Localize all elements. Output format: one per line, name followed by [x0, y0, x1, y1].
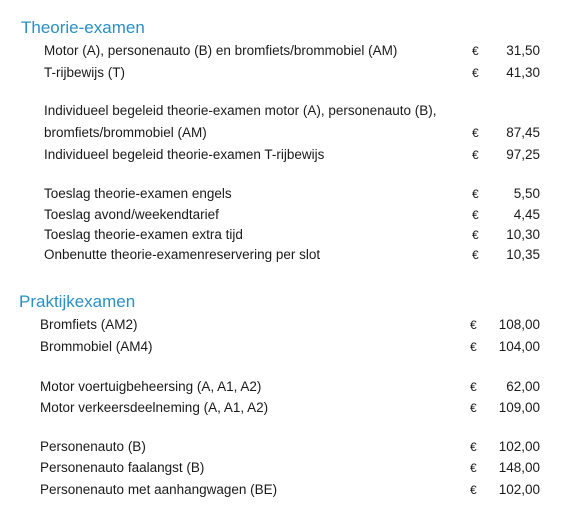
price-row [0, 101, 569, 121]
price-row [0, 123, 569, 143]
price-row [0, 41, 569, 61]
currency-symbol: € [470, 440, 477, 454]
price-label: Motor (A), personenauto (B) en bromfiets/brommobiel (AM) [44, 43, 398, 58]
price-row [0, 205, 569, 225]
price-amount: 4,45 [513, 207, 540, 222]
currency-symbol: € [472, 208, 479, 222]
currency-symbol: € [472, 187, 479, 201]
price-label: Individueel begeleid theorie-examen T-rijbewijs [44, 147, 325, 162]
currency-symbol: € [470, 461, 477, 475]
price-label: Onbenutte theorie-examenreservering per slot [44, 247, 321, 262]
price-row [0, 184, 569, 204]
price-amount: 97,25 [506, 147, 540, 162]
price-row [0, 480, 569, 500]
price-row [0, 225, 569, 245]
price-amount: 41,30 [506, 65, 540, 80]
price-label: Motor verkeersdeelneming (A, A1, A2) [40, 400, 269, 415]
price-row [0, 458, 569, 478]
price-amount: 102,00 [498, 439, 540, 454]
price-label: Toeslag theorie-examen extra tijd [44, 227, 243, 242]
price-amount: 108,00 [498, 317, 540, 332]
currency-symbol: € [470, 340, 477, 354]
price-amount: 104,00 [498, 339, 540, 354]
currency-symbol: € [472, 66, 479, 80]
price-label: Toeslag theorie-examen engels [44, 186, 232, 201]
price-label: Personenauto faalangst (B) [40, 460, 205, 475]
currency-symbol: € [470, 401, 477, 415]
price-amount: 109,00 [498, 400, 540, 415]
price-row [0, 337, 569, 357]
price-amount: 10,30 [506, 227, 540, 242]
price-label: Motor voertuigbeheersing (A, A1, A2) [40, 379, 262, 394]
currency-symbol: € [472, 248, 479, 262]
price-label: T-rijbewijs (T) [44, 65, 125, 80]
currency-symbol: € [472, 126, 479, 140]
price-label: Individueel begeleid theorie-examen motor (A), personenauto (B), [44, 103, 437, 118]
price-amount: 102,00 [498, 482, 540, 497]
price-label: Toeslag avond/weekendtarief [44, 207, 219, 222]
price-amount: 148,00 [498, 460, 540, 475]
price-amount: 10,35 [506, 247, 540, 262]
price-row [0, 437, 569, 457]
price-amount: 31,50 [506, 43, 540, 58]
price-row [0, 398, 569, 418]
currency-symbol: € [470, 483, 477, 497]
price-amount: 87,45 [506, 125, 540, 140]
price-label: Personenauto (B) [40, 439, 146, 454]
price-amount: 5,50 [513, 186, 540, 201]
price-label: Bromfiets (AM2) [40, 317, 138, 332]
section-title-praktijk: Praktijkexamen [19, 292, 136, 311]
price-label: bromfiets/brommobiel (AM) [44, 125, 207, 140]
price-row [0, 377, 569, 397]
price-amount: 62,00 [506, 379, 540, 394]
currency-symbol: € [472, 228, 479, 242]
price-row [0, 145, 569, 165]
price-row [0, 245, 569, 265]
currency-symbol: € [470, 380, 477, 394]
currency-symbol: € [472, 148, 479, 162]
section-title-theorie: Theorie-examen [21, 18, 145, 37]
price-label: Personenauto met aanhangwagen (BE) [40, 482, 278, 497]
price-row [0, 315, 569, 335]
currency-symbol: € [470, 318, 477, 332]
price-label: Brommobiel (AM4) [40, 339, 153, 354]
currency-symbol: € [472, 44, 479, 58]
price-row [0, 63, 569, 83]
